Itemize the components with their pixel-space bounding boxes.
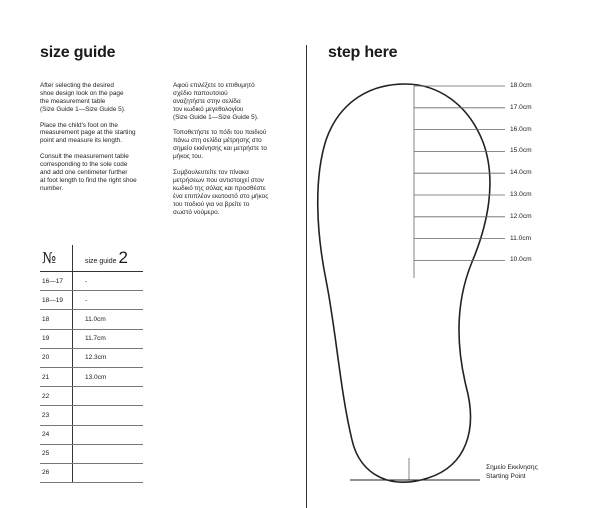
scale-label: 12.0cm (510, 212, 532, 220)
foot-length-cell: 11.0cm (73, 310, 144, 329)
shoe-size-cell: 23 (40, 406, 73, 425)
shoe-size-cell: 18—19 (40, 291, 73, 310)
instructions-english: After selecting the desired shoe design look on the page the measurement table (Size Guide 1—Size Guide 5). Place the child's foot on the measurement page at the starting point and measure its length. Consult the measurement table corresponding to the sole code and add one centimeter further at foot length to find the right shoe number. (40, 82, 137, 192)
scale-label: 14.0cm (510, 169, 532, 177)
scale-label: 18.0cm (510, 82, 532, 89)
size-guide-header: size guide 2 (85, 248, 128, 267)
foot-length-cell: 11.7cm (73, 329, 144, 348)
starting-point-label: Σημείο Εκκίνησης Starting Point (486, 464, 538, 480)
step-here-title: step here (328, 44, 398, 61)
shoe-size-cell: 24 (40, 425, 73, 444)
shoe-size-cell: 21 (40, 367, 73, 386)
shoe-size-cell: 26 (40, 463, 73, 482)
foot-length-cell: 12.3cm (73, 348, 144, 367)
instructions-greek: Αφού επιλέξετε το επιθυμητό σχέδιο παπουτσιού αναζητήστε στην σελίδα τον κωδικό μεγεθολογίου (Size Guide 1—Size Guide 5). Τοποθετήστε το πόδι του παιδιού πάνω στη σελίδα μέτρησης στο σημείο εκκίνησης και μετρήστε το μήκος του. Συμβουλευτείτε τον πίνακα μετρήσεων που αντιστοιχεί στον κωδικό της σόλας και προσθέστε ένα επιπλέον εκατοστό στο μήκος του ποδιού για να βρείτε το σωστό νούμερο. (173, 82, 269, 216)
foot-length-cell: 13.0cm (73, 367, 144, 386)
shoe-size-cell: 19 (40, 329, 73, 348)
scale-label: 16.0cm (510, 125, 532, 133)
scale-label: 13.0cm (510, 191, 532, 198)
footprint-outline (318, 84, 490, 482)
scale-label: 11.0cm (510, 234, 532, 242)
shoe-size-cell: 16—17 (40, 272, 73, 291)
size-guide-title: size guide (40, 44, 116, 61)
foot-length-cell: - (73, 272, 144, 291)
scale-label: 15.0cm (510, 147, 532, 155)
scale-label: 10.0cm (510, 256, 532, 264)
guide-number: 2 (118, 248, 128, 267)
number-header: № (42, 249, 57, 267)
shoe-size-cell: 20 (40, 348, 73, 367)
shoe-size-cell: 25 (40, 444, 73, 463)
scale-label: 17.0cm (510, 103, 532, 111)
shoe-size-cell: 18 (40, 310, 73, 329)
foot-length-cell: - (73, 291, 144, 310)
shoe-size-cell: 22 (40, 387, 73, 406)
